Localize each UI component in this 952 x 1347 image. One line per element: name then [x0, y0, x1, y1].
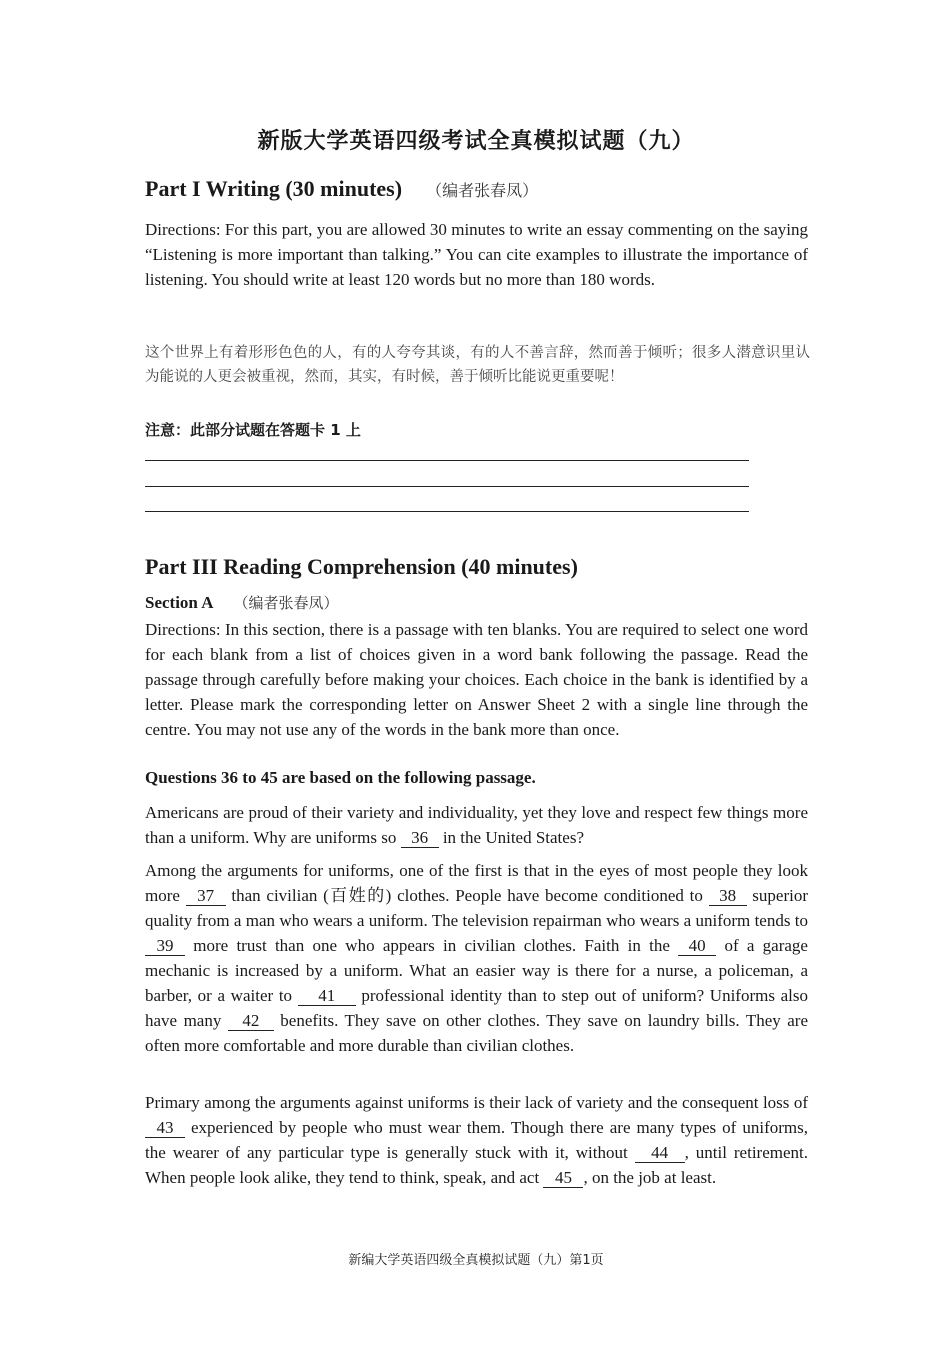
- passage-text: Americans are proud of their variety and individuality, yet they love and respect few things more than a uniform. Why are uniforms so: [145, 803, 808, 847]
- questions-line: Questions 36 to 45 are based on the following passage.: [145, 768, 536, 787]
- passage-paragraph-2: [145, 858, 808, 1058]
- blank-42: 42: [228, 1011, 274, 1031]
- section-a-heading: [145, 592, 339, 613]
- blank-37: 37: [186, 886, 226, 906]
- passage-text: benefits. They save on other clothes. They save on laundry bills. They are often more comfortable and more durable than civilian clothes.: [145, 1011, 808, 1055]
- blank-44: 44: [635, 1143, 685, 1163]
- part1-editor: （编者张春凤）: [426, 181, 539, 200]
- page-footer: 新编大学英语四级全真模拟试题（九）第1页: [348, 1253, 604, 1268]
- blank-45: 45: [543, 1168, 583, 1188]
- blank-36: 36: [401, 828, 439, 848]
- part1-chinese-note: 这个世界上有着形形色色的人，有的人夸夸其谈，有的人不善言辞，然而善于倾听；很多人潜意识里认为能说的人更会被重视，然而，其实，有时候，善于倾听比能说更重要呢！: [145, 345, 810, 385]
- passage-paragraph-3: [145, 1090, 808, 1190]
- passage-text: , on the job at least.: [583, 1168, 717, 1187]
- part3-directions: Directions: In this section, there is a passage with ten blanks. You are required to select one word for each blank from a list of choices given in a word bank following the passage. Read the passage through carefully before making your choices. Each choice in the bank is identified by a letter. Please mark the corresponding letter on Answer Sheet 2 with a single line through the centre. You may not use any of the words in the bank more than once.: [145, 620, 808, 739]
- passage-text: more trust than one who appears in civilian clothes. Faith in the: [185, 936, 679, 955]
- answer-sheet-note: 注意：此部分试题在答题卡 1 上: [145, 421, 361, 439]
- passage-text: of a garage mechanic is increased by a uniform. What an easier way is there for a nurse, a policeman, a barber, or a waiter to: [145, 936, 808, 1005]
- passage-paragraph-1: [145, 800, 808, 850]
- blank-43: 43: [145, 1118, 185, 1138]
- passage-text: Primary among the arguments against uniforms is their lack of variety and the consequent loss of: [145, 1093, 808, 1112]
- section-a-label: Section A: [145, 593, 214, 612]
- blank-41: 41: [298, 986, 356, 1006]
- passage-text: Among the arguments for uniforms, one of the first is that in the eyes of most people they look more: [145, 861, 808, 905]
- page-title: 新版大学英语四级考试全真模拟试题（九）: [257, 129, 695, 154]
- passage-text: superior quality from a man who wears a uniform. The television repairman who wears a uniform tends to: [145, 886, 808, 930]
- blank-40: 40: [678, 936, 716, 956]
- part3-heading: Part III Reading Comprehension (40 minutes): [145, 554, 578, 579]
- passage-text: , until retirement. When people look alike, they tend to think, speak, and act: [145, 1143, 808, 1187]
- passage-text: professional identity than to step out of uniform? Uniforms also have many: [145, 986, 809, 1030]
- passage-text: than civilian (百姓的) clothes. People have become conditioned to: [225, 886, 709, 905]
- blank-38: 38: [709, 886, 747, 906]
- part1-heading-text: Part I Writing (30 minutes): [145, 176, 403, 201]
- section-a-editor: （编者张春凤）: [233, 594, 339, 612]
- answer-line-3: [145, 511, 749, 512]
- answer-line-2: [145, 486, 749, 487]
- passage-text: experienced by people who must wear them. Though there are many types of uniforms, the wearer of any particular type is generally stuck with it, without: [145, 1118, 808, 1162]
- answer-line-1: [145, 460, 749, 461]
- part1-heading: [145, 176, 538, 202]
- blank-39: 39: [145, 936, 185, 956]
- passage-text: in the United States?: [438, 828, 584, 847]
- part1-directions: Directions: For this part, you are allowed 30 minutes to write an essay commenting on the saying “Listening is more important than talking.” You can cite examples to illustrate the importance of listening. You should write at least 120 words but no more than 180 words.: [145, 220, 808, 289]
